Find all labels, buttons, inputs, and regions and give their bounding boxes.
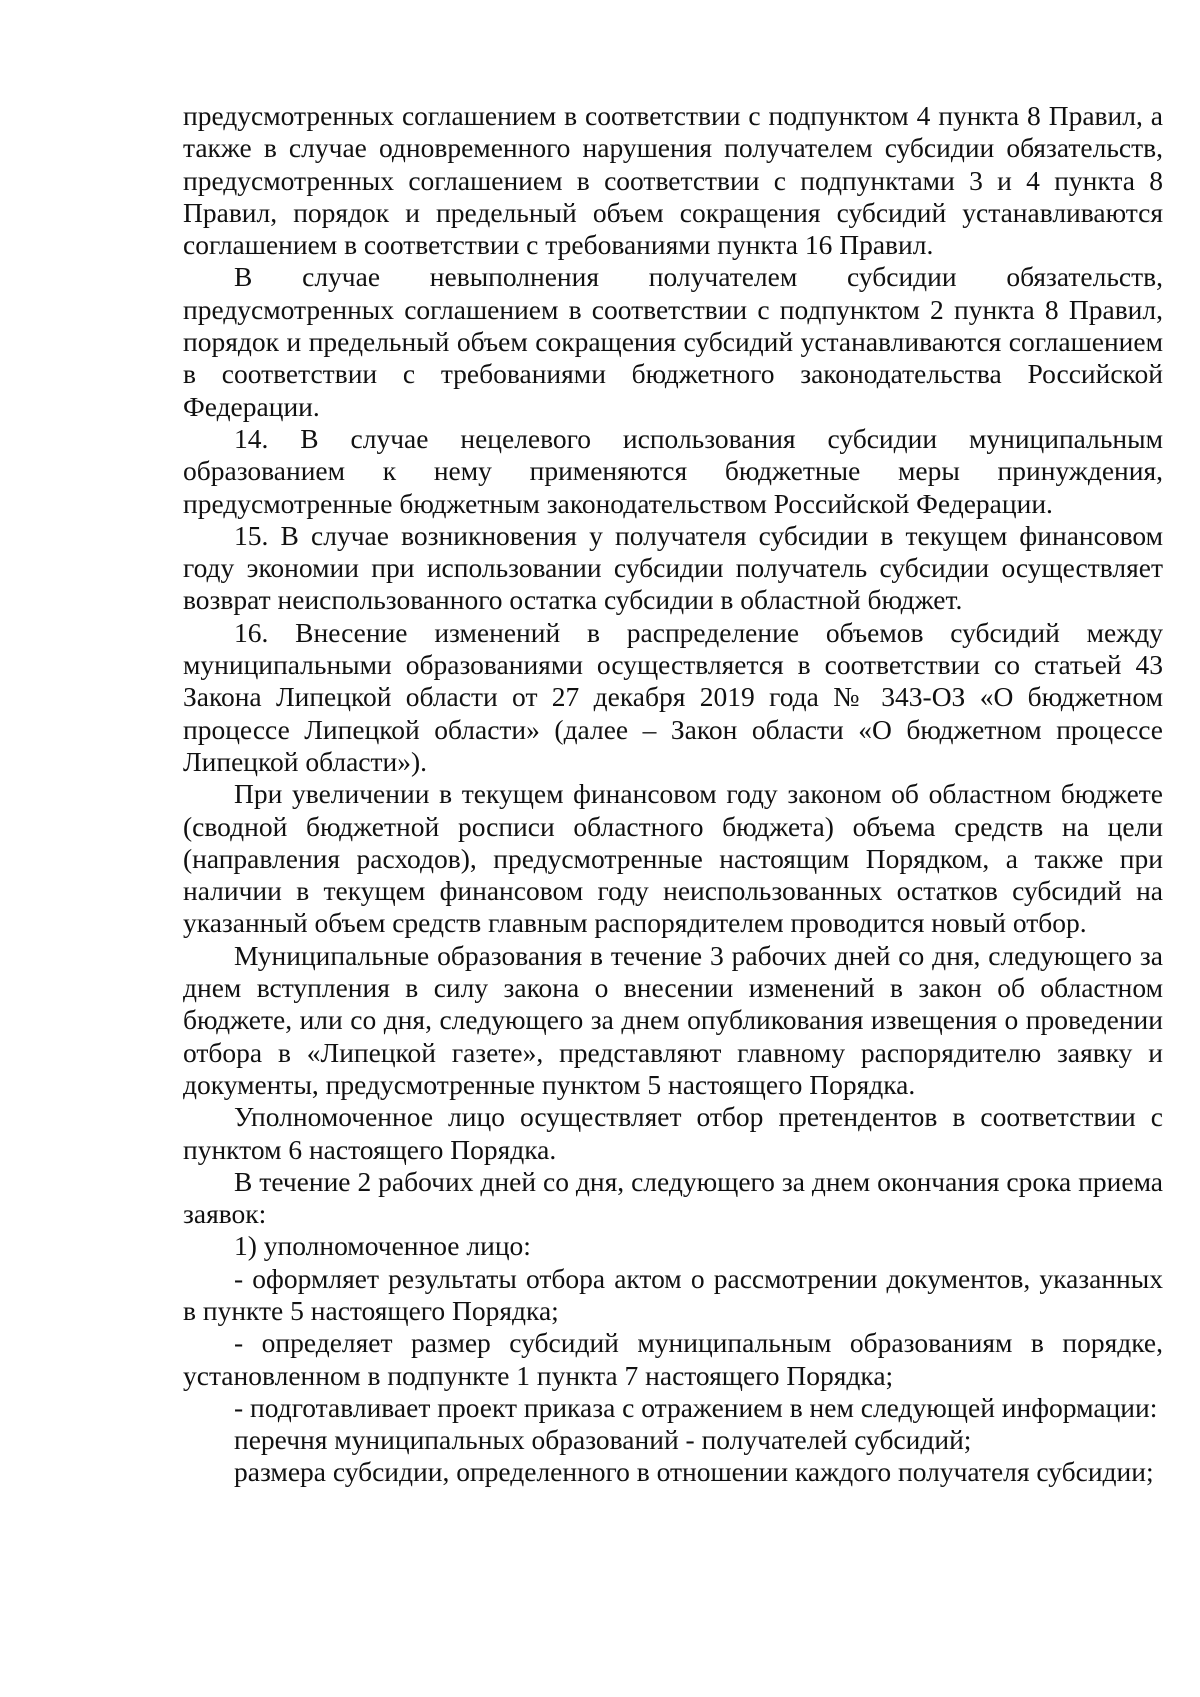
paragraph-municipal-applications: Муниципальные образования в течение 3 рабочих дней со дня, следующего за днем вступления в силу закона о внесении изменений в закон об областном бюджете, или со дня, следующего за днем опубликования извещения о проведении отбора в «Липецкой газете», представляют главному распорядителю заявку и документы, предусмотренные пунктом 5 настоящего Порядка. — [183, 939, 1163, 1100]
paragraph-14: 14. В случае нецелевого использования субсидии муниципальным образованием к нему применяются бюджетные меры принуждения, предусмотренные бюджетным законодательством Российской Федерации. — [183, 422, 1163, 519]
list-item-authorized-person: 1) уполномоченное лицо: — [234, 1230, 531, 1262]
paragraph-15: 15. В случае возникновения у получателя субсидии в текущем финансовом году экономии при использовании субсидии получатель субсидии осуществляет возврат неиспользованного остатка субсидии в областной бюджет. — [183, 519, 1163, 616]
list-item-subsidy-amount: размера субсидии, определенного в отношении каждого получателя субсидии; — [234, 1456, 1154, 1488]
paragraph-selection: Уполномоченное лицо осуществляет отбор претендентов в соответствии с пунктом 6 настоящего Порядка. — [183, 1101, 1163, 1165]
paragraph-16: 16. Внесение изменений в распределение объемов субсидий между муниципальными образованиями осуществляется в соответствии со статьей 43 Закона Липецкой области от 27 декабря 2019 года № 343-ОЗ «О бюджетном процессе Липецкой области» (далее – Закон области «О бюджетном процессе Липецкой области»). — [183, 616, 1163, 777]
list-item-act: - оформляет результаты отбора актом о рассмотрении документов, указанных в пункте 5 настоящего Порядка; — [183, 1262, 1163, 1326]
paragraph-continuation: предусмотренных соглашением в соответствии с подпунктом 4 пункта 8 Правил, а также в случае одновременного нарушения получателем субсидии обязательств, предусмотренных соглашением в соответствии с подпунктами 3 и 4 пункта 8 Правил, порядок и предельный объем сокращения субсидий устанавливаются соглашением в соответствии с требованиями пункта 16 Правил. — [183, 100, 1163, 261]
list-item-subsidy-size: - определяет размер субсидий муниципальным образованиям в порядке, установленном в подпункте 1 пункта 7 настоящего Порядка; — [183, 1327, 1163, 1391]
list-item-recipients: перечня муниципальных образований - получателей субсидий; — [234, 1424, 972, 1456]
paragraph-review-period: В течение 2 рабочих дней со дня, следующего за днем окончания срока приема заявок: — [183, 1165, 1163, 1230]
paragraph-violation-clause: В случае невыполнения получателем субсидии обязательств, предусмотренных соглашением в соответствии с подпунктом 2 пункта 8 Правил, порядок и предельный объем сокращения субсидий устанавливаются соглашением в соответствии с требованиями бюджетного законодательства Российской Федерации. — [183, 261, 1163, 422]
paragraph-budget-increase: При увеличении в текущем финансовом году законом об областном бюджете (сводной бюджетной росписи областного бюджета) объема средств на цели (направления расходов), предусмотренные настоящим Порядком, а также при наличии в текущем финансовом году неиспользованных остатков субсидий на указанный объем средств главным распорядителем проводится новый отбор. — [183, 778, 1163, 939]
document-body — [183, 100, 1163, 1489]
list-item-order-draft: - подготавливает проект приказа с отражением в нем следующей информации: — [234, 1391, 1158, 1423]
